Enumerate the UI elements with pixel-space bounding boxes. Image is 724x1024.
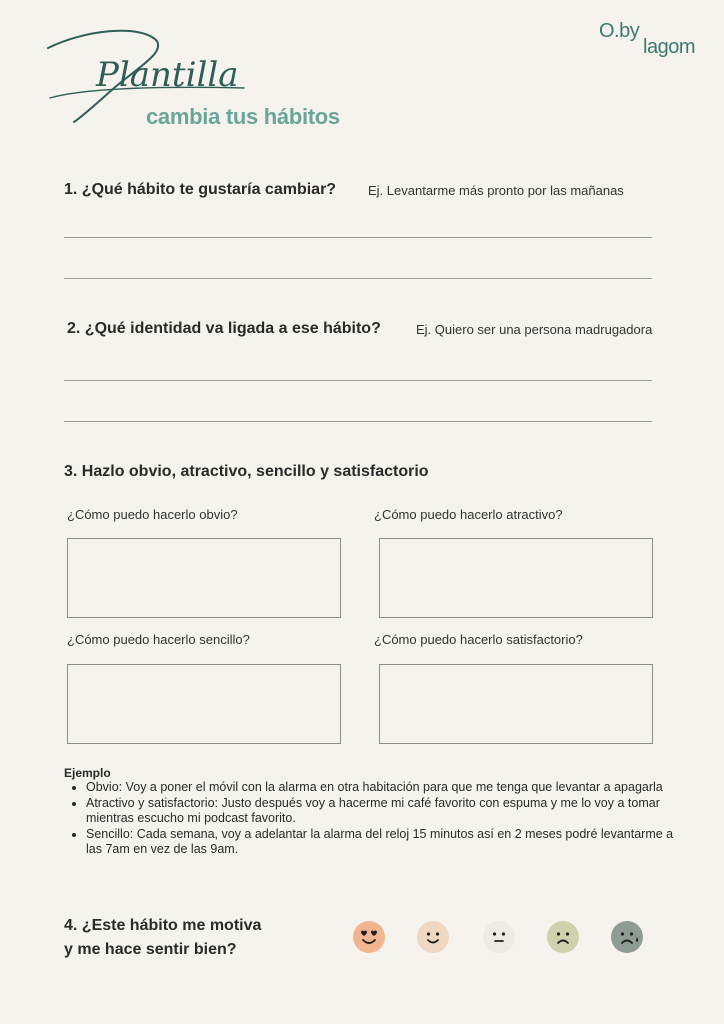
answer-line-1a[interactable] [64, 237, 652, 238]
answer-box-satisfactorio[interactable] [379, 664, 653, 744]
example-list [64, 780, 686, 858]
example-item: • Atractivo y satisfactorio: Justo después voy a hacerme mi café favorito con espuma y me lo voy a tomar mientras escucho mi podcast favorito. [86, 796, 686, 827]
question-4-line-2: y me hace sentir bien? [64, 941, 237, 958]
brand-line-2: lagom [643, 36, 695, 58]
smile-face-icon[interactable] [416, 920, 450, 954]
answer-line-2b[interactable] [64, 421, 652, 422]
prompt-atractivo: ¿Cómo puedo hacerlo atractivo? [374, 507, 563, 522]
page-subtitle: cambia tus hábitos [146, 104, 340, 129]
answer-line-2a[interactable] [64, 380, 652, 381]
prompt-satisfactorio: ¿Cómo puedo hacerlo satisfactorio? [374, 632, 583, 647]
brand-line-1: O.by [599, 20, 640, 42]
example-item: • Sencillo: Cada semana, voy a adelantar la alarma del reloj 15 minutos así en 2 meses podré levantarme a las 7am en vez de las 9am. [86, 827, 686, 858]
prompt-obvio: ¿Cómo puedo hacerlo obvio? [67, 507, 238, 522]
crying-face-icon[interactable] [610, 920, 644, 954]
example-item: • Obvio: Voy a poner el móvil con la alarma en otra habitación para que me tenga que levantar a apagarla [86, 780, 686, 796]
answer-box-sencillo[interactable] [67, 664, 341, 744]
question-4 [64, 914, 261, 962]
question-1: 1. ¿Qué hábito te gustaría cambiar? [64, 181, 337, 198]
frown-face-icon[interactable] [546, 920, 580, 954]
question-2-example: Ej. Quiero ser una persona madrugadora [416, 322, 653, 337]
prompt-sencillo: ¿Cómo puedo hacerlo sencillo? [67, 632, 250, 647]
example-title: Ejemplo [64, 766, 111, 780]
answer-box-atractivo[interactable] [379, 538, 653, 618]
title-script-text: Plantilla [96, 55, 239, 95]
question-3: 3. Hazlo obvio, atractivo, sencillo y satisfactorio [64, 463, 429, 480]
question-4-line-1: 4. ¿Este hábito me motiva [64, 917, 262, 934]
answer-box-obvio[interactable] [67, 538, 341, 618]
question-1-example: Ej. Levantarme más pronto por las mañanas [368, 183, 624, 198]
answer-line-1b[interactable] [64, 278, 652, 279]
question-2: 2. ¿Qué identidad va ligada a ese hábito? [67, 320, 381, 337]
heart-eyes-face-icon[interactable] [352, 920, 386, 954]
neutral-face-icon[interactable] [482, 920, 516, 954]
brand-logo [599, 20, 709, 64]
